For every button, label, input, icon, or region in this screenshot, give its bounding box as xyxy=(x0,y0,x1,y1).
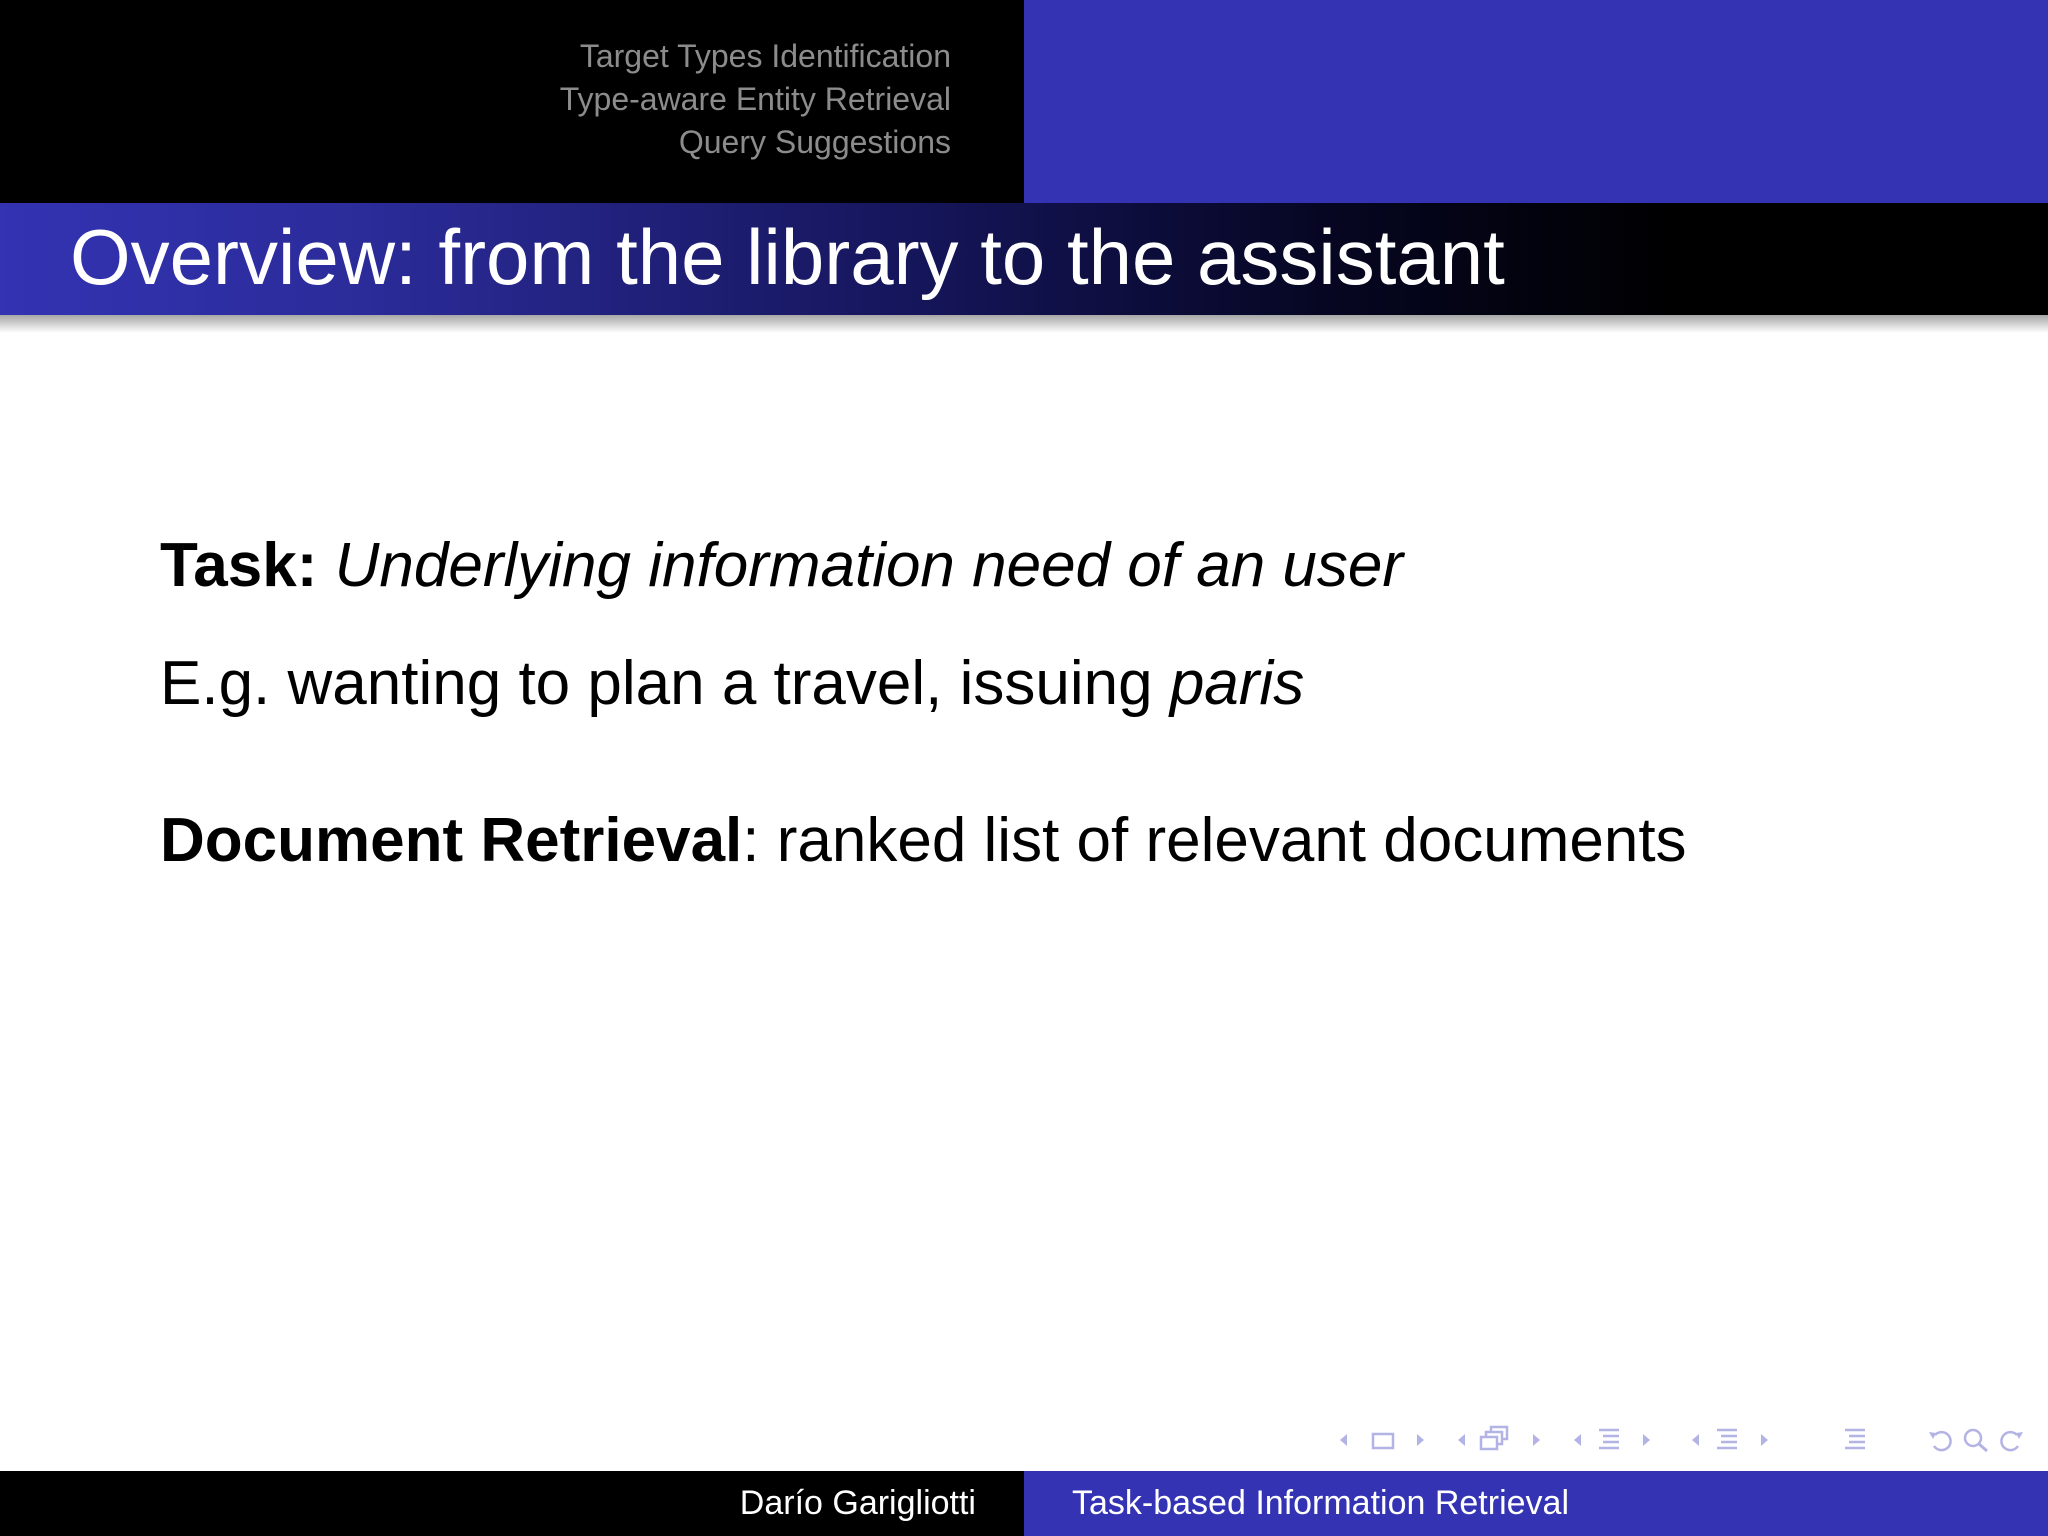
presentation-next-icon[interactable] xyxy=(1758,1424,1772,1456)
presentation-icon[interactable] xyxy=(1712,1424,1742,1456)
section-navigation xyxy=(560,35,951,164)
subsection-prev-icon[interactable] xyxy=(1454,1424,1468,1456)
subsection-icon[interactable] xyxy=(1478,1424,1512,1456)
frame-next-icon[interactable] xyxy=(1414,1424,1428,1456)
frame-title-shadow xyxy=(0,315,2048,333)
document-retrieval-label: Document Retrieval xyxy=(160,806,743,875)
example-line xyxy=(160,648,1304,720)
search-icon[interactable] xyxy=(1960,1424,1992,1456)
presentation-prev-icon[interactable] xyxy=(1688,1424,1702,1456)
document-retrieval-line xyxy=(160,805,1687,877)
redo-icon[interactable] xyxy=(1994,1424,2026,1456)
example-query: paris xyxy=(1169,649,1305,718)
section-link-entity-retrieval[interactable]: Type-aware Entity Retrieval xyxy=(559,81,951,117)
frame-icon[interactable] xyxy=(1370,1424,1396,1456)
header-left-panel xyxy=(0,0,1024,203)
subsection-next-icon[interactable] xyxy=(1530,1424,1544,1456)
footer-talk-title: Task-based Information Retrieval xyxy=(1072,1484,1570,1522)
undo-icon[interactable] xyxy=(1926,1424,1958,1456)
footer-right-panel xyxy=(1024,1471,2048,1536)
footer-left-panel xyxy=(0,1471,1024,1536)
section-icon[interactable] xyxy=(1594,1424,1624,1456)
frame-prev-icon[interactable] xyxy=(1336,1424,1350,1456)
task-text: Underlying information need of an user xyxy=(334,531,1404,600)
section-link-target-types[interactable]: Target Types Identification xyxy=(579,38,951,74)
header-bar xyxy=(0,0,2048,203)
task-label: Task: xyxy=(160,531,318,600)
header-right-panel xyxy=(1024,0,2048,203)
footer-author: Darío Garigliotti xyxy=(739,1484,976,1522)
appendix-icon[interactable] xyxy=(1840,1424,1870,1456)
section-next-icon[interactable] xyxy=(1640,1424,1654,1456)
frame-title: Overview: from the library to the assistant xyxy=(70,213,1505,301)
example-prefix: E.g. wanting to plan a travel, issuing xyxy=(160,649,1170,718)
navigation-symbols xyxy=(1330,1424,2030,1456)
task-line xyxy=(160,530,1403,602)
section-prev-icon[interactable] xyxy=(1570,1424,1584,1456)
document-retrieval-text: : ranked list of relevant documents xyxy=(742,806,1687,875)
section-link-query-suggestions[interactable]: Query Suggestions xyxy=(678,124,951,160)
